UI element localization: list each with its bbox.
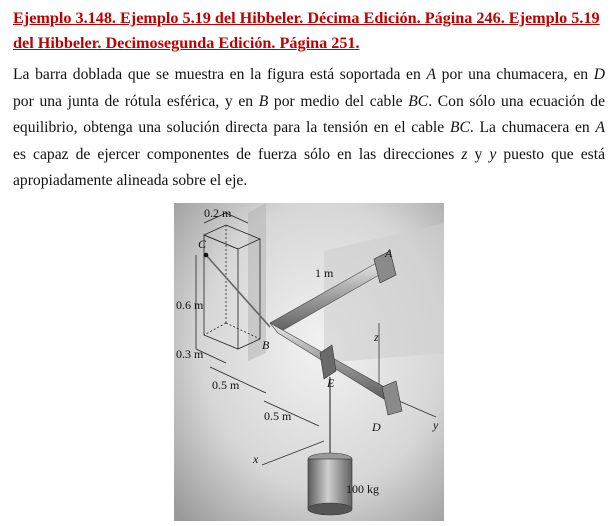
title-line-2: del Hibbeler. Decimosegunda Edición. Página 251. (13, 34, 360, 52)
weight-bottom (308, 503, 352, 515)
point-c-marker (204, 253, 209, 258)
problem-statement (13, 62, 605, 195)
point-c-label: C (198, 237, 207, 251)
para-line-5: apropiadamente alineada sobre el eje. (13, 172, 248, 189)
dim-0-5m-label-b: 0.5 m (264, 409, 292, 423)
title-line-1: Ejemplo 3.148. Ejemplo 5.19 del Hibbeler. Décima Edición. Página 246. Ejemplo 5.19 (13, 9, 600, 27)
para-line-4: es capaz de ejercer componentes de fuerza sólo en las direcciones z y y puesto que está (13, 145, 605, 163)
bent-rod-figure (174, 203, 444, 521)
dim-1m-label: 1 m (315, 266, 334, 280)
axis-x-label: x (253, 452, 259, 466)
point-a-label: A (385, 246, 393, 260)
dim-0-2m-label: 0.2 m (204, 206, 232, 220)
axis-y-label: y (433, 418, 439, 432)
para-line-2: por una junta de rótula esférica, y en B por medio del cable BC. Con sólo una ecuación de (13, 92, 605, 110)
point-d-label: D (372, 420, 381, 434)
para-line-3: equilibrio, obtenga una solución directa para la tensión en el cable BC. La chumacera en A (13, 119, 605, 136)
para-line-1: La barra doblada que se muestra en la figura está soportada en A por una chumacera, en D (13, 66, 606, 83)
mass-label: 100 kg (346, 482, 379, 496)
example-title (13, 6, 605, 56)
dim-0-5m-label-a: 0.5 m (212, 378, 240, 392)
dim-0-6m-label: 0.6 m (176, 298, 204, 312)
dim-0-3m-label: 0.3 m (176, 347, 204, 361)
point-b-label: B (262, 338, 270, 352)
axis-z-label: z (374, 330, 379, 344)
point-e-label: E (327, 376, 335, 390)
